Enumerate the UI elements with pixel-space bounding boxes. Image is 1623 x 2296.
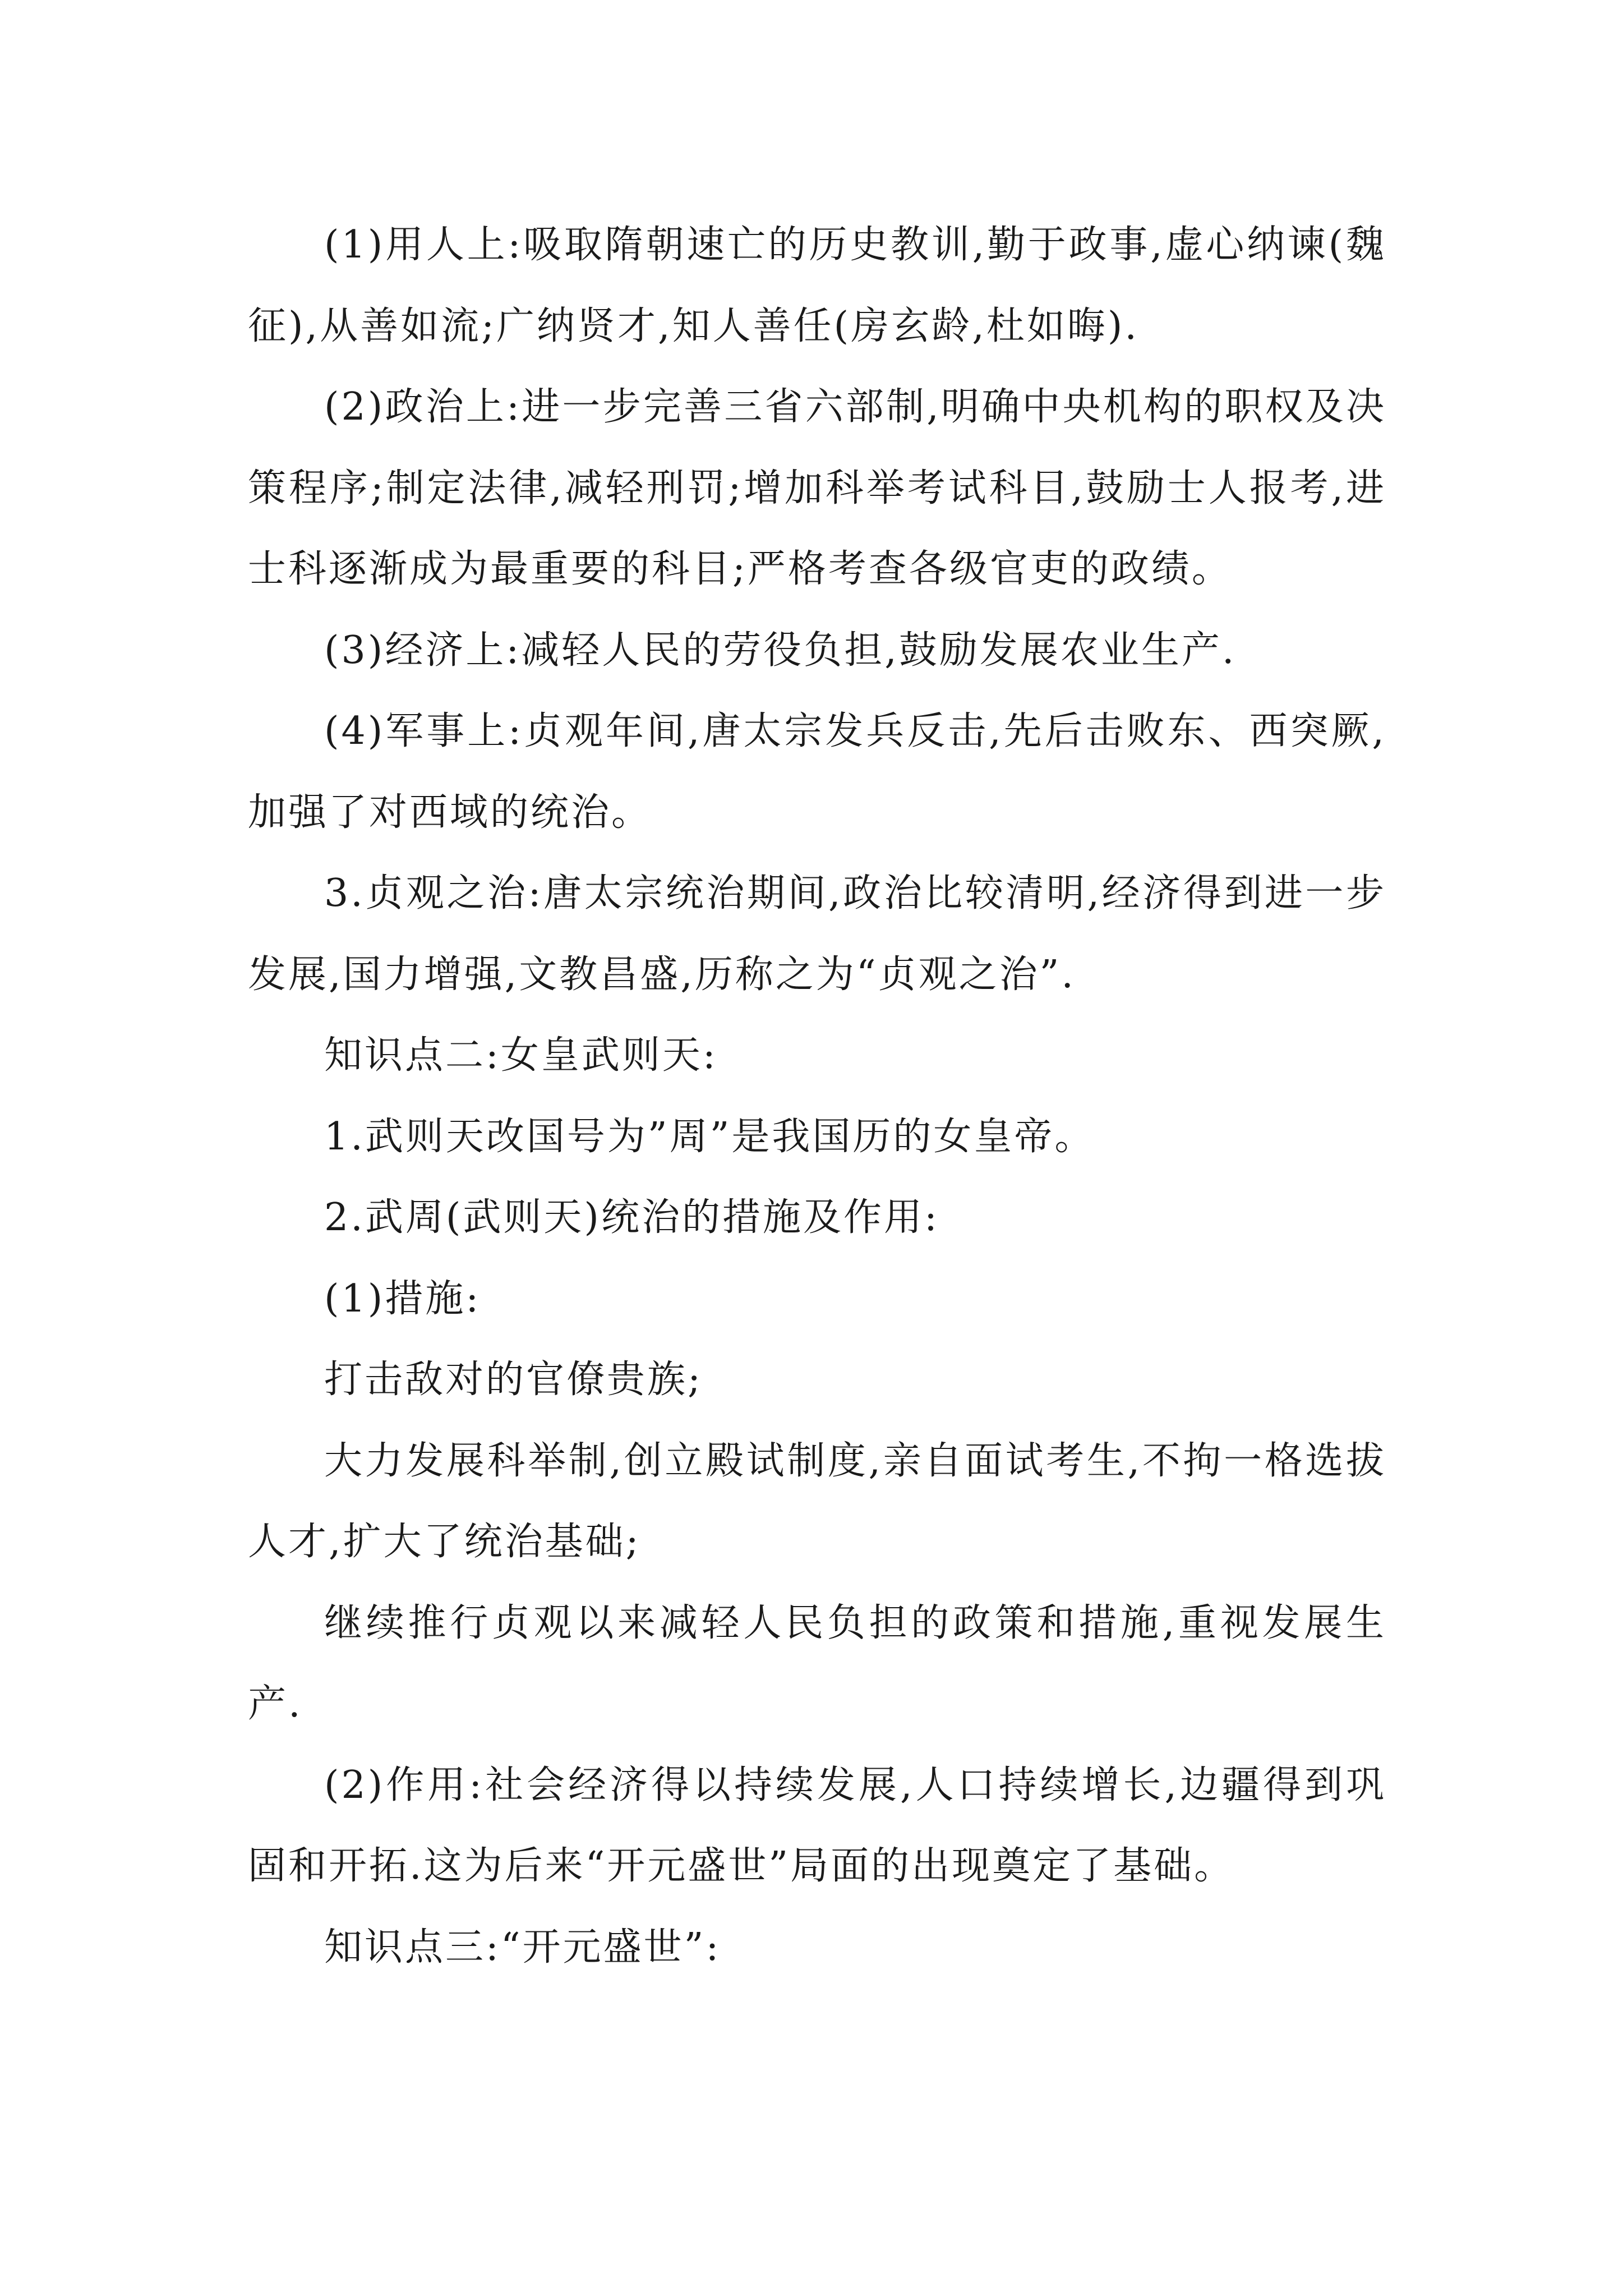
paragraph-zhenguan-rule: 3.贞观之治:唐太宗统治期间,政治比较清明,经济得到进一步发展,国力增强,文教昌盛,历称之为“贞观之治”. <box>248 871 1386 997</box>
document-body <box>248 205 1386 1988</box>
paragraph-wuzhou-measures-title: 2.武周(武则天)统治的措施及作用: <box>324 1195 939 1240</box>
paragraph-politics: (2)政治上:进一步完善三省六部制,明确中央机构的职权及决策程序;制定法律,减轻刑罚;增加科举考试科目,鼓励士人报考,进士科逐渐成为最重要的科目;严格考查各级官吏的政绩。 <box>248 385 1386 591</box>
paragraph-measure-production: 继续推行贞观以来减轻人民负担的政策和措施,重视发展生产. <box>248 1600 1386 1726</box>
paragraph-economy: (3)经济上:减轻人民的劳役负担,鼓励发展农业生产. <box>324 628 1237 673</box>
paragraph-effects: (2)作用:社会经济得以持续发展,人口持续增长,边疆得到巩固和开拓.这为后来“开元盛世”局面的出现奠定了基础。 <box>248 1763 1386 1888</box>
heading-knowledge-point-two: 知识点二:女皇武则天: <box>324 1033 718 1078</box>
heading-knowledge-point-three: 知识点三:“开元盛世”: <box>324 1925 721 1970</box>
paragraph-measure-exams: 大力发展科举制,创立殿试制度,亲自面试考生,不拘一格选拔人才,扩大了统治基础; <box>248 1438 1386 1564</box>
paragraph-measures-label: (1)措施: <box>324 1276 481 1321</box>
paragraph-measure-nobles: 打击敌对的官僚贵族; <box>324 1358 703 1402</box>
paragraph-talent-policy: (1)用人上:吸取隋朝速亡的历史教训,勤于政事,虚心纳谏(魏征),从善如流;广纳贤才,知人善任(房玄龄,杜如晦). <box>248 223 1386 348</box>
paragraph-wu-zetian-dynasty: 1.武则天改国号为”周”是我国历的女皇帝。 <box>324 1114 1095 1159</box>
paragraph-military: (4)军事上:贞观年间,唐太宗发兵反击,先后击败东、西突厥,加强了对西域的统治。 <box>248 709 1386 835</box>
